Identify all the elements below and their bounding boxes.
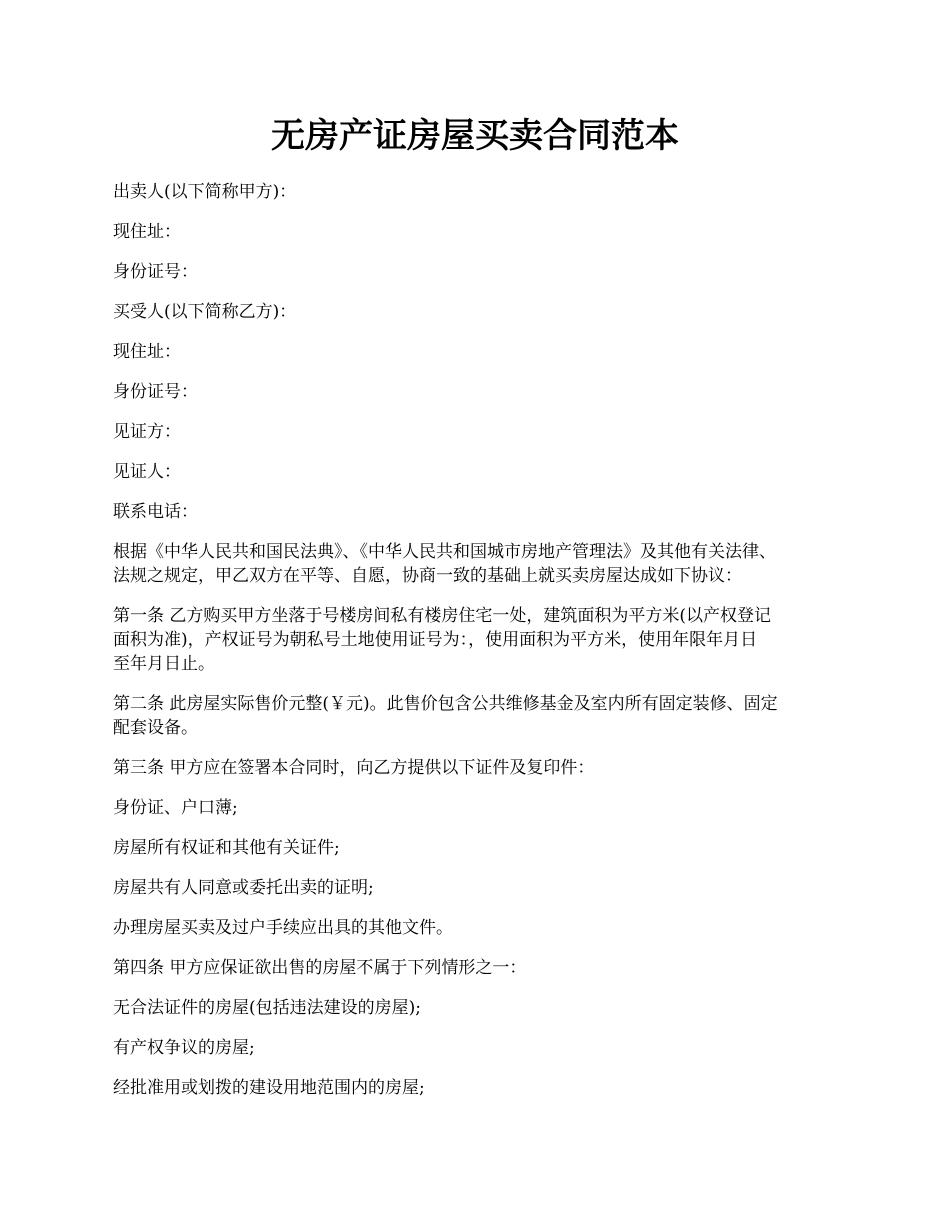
- paragraph-buyer-id: 身份证号：: [113, 382, 198, 402]
- list-item: 房屋所有权证和其他有关证件;: [113, 838, 340, 858]
- list-item: 有产权争议的房屋;: [113, 1038, 255, 1058]
- paragraph-phone: 联系电话：: [113, 502, 198, 522]
- paragraph-seller-address: 现住址：: [113, 222, 181, 242]
- paragraph-buyer: 买受人(以下简称乙方)：: [113, 302, 297, 322]
- paragraph-preamble: 根据《中华人民共和国民法典》、《中华人民共和国城市房地产管理法》及其他有关法律、 法规之规定，甲乙双方在平等、自愿，协商一致的基础上就买卖房屋达成如下协议：: [113, 542, 776, 586]
- paragraph-witness-person: 见证人：: [113, 462, 181, 482]
- paragraph-article-4: 第四条 甲方应保证欲出售的房屋不属于下列情形之一：: [113, 958, 527, 978]
- document-title: 无房产证房屋买卖合同范本: [271, 116, 679, 156]
- list-item: 无合法证件的房屋(包括违法建设的房屋);: [113, 998, 421, 1018]
- list-item: 身份证、户口薄;: [113, 798, 238, 818]
- list-item: 房屋共有人同意或委托出卖的证明;: [113, 878, 374, 898]
- paragraph-buyer-address: 现住址：: [113, 342, 181, 362]
- paragraph-article-1: 第一条 乙方购买甲方坐落于号楼房间私有楼房住宅一处，建筑面积为平方米(以产权登记 面积为准)，产权证号为朝私号土地使用证号为：，使用面积为平方米，使用年限年月日 至年月日止。: [113, 606, 772, 674]
- list-item: 办理房屋买卖及过户手续应出具的其他文件。: [113, 918, 453, 938]
- paragraph-article-2: 第二条 此房屋实际售价元整(￥元)。此售价包含公共维修基金及室内所有固定装修、固定 配套设备。: [113, 694, 778, 738]
- paragraph-witness-party: 见证方：: [113, 422, 181, 442]
- paragraph-article-3: 第三条 甲方应在签署本合同时，向乙方提供以下证件及复印件：: [113, 758, 595, 778]
- document-body: [113, 180, 865, 1116]
- list-item: 经批准用或划拨的建设用地范围内的房屋;: [113, 1078, 425, 1098]
- paragraph-seller-id: 身份证号：: [113, 262, 198, 282]
- paragraph-seller: 出卖人(以下简称甲方)：: [113, 182, 297, 202]
